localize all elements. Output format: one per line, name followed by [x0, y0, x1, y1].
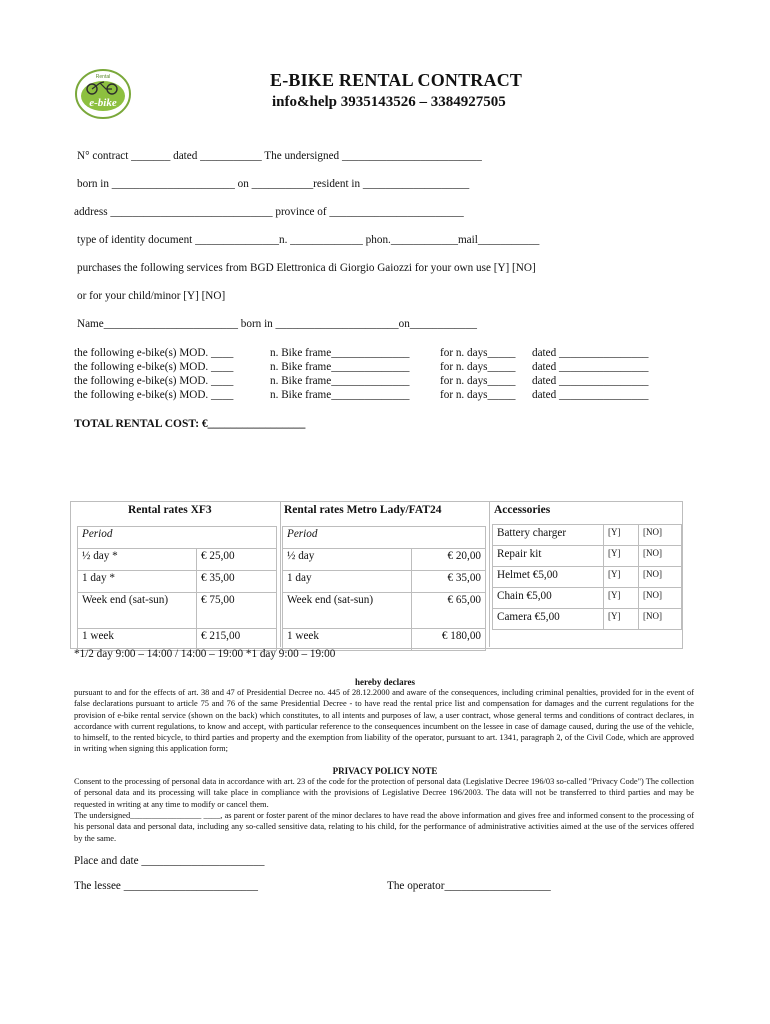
- table-row: [283, 549, 486, 571]
- address-line[interactable]: address _____________________________ province of ________________________: [74, 206, 464, 218]
- table-row: [78, 527, 277, 549]
- bike-row-days[interactable]: for n. days_____: [440, 361, 516, 373]
- consent-text[interactable]: The undersigned_________________ ____, as parent or foster parent of the minor declares to have read the above information and gives free and informed consent to the processing of his personal data and personal data, including any so-called sensitive data, relating to his child, for the performance of administrative activities aimed at the use of the services offered by the same.: [74, 811, 694, 843]
- xf3-rates-heading: Rental rates XF3: [128, 504, 212, 516]
- table-row: [493, 546, 682, 567]
- table-row: [493, 567, 682, 588]
- own-use-line[interactable]: purchases the following services from BGD Elettronica di Giorgio Gaiozzi for your own use [Y] [NO]: [77, 262, 536, 274]
- period-cell: 1 week: [78, 629, 197, 651]
- table-row: [283, 527, 486, 549]
- accessory-name: Repair kit: [493, 546, 604, 567]
- accessory-name: Battery charger: [493, 525, 604, 546]
- table-row: [283, 593, 486, 629]
- company-logo: [74, 68, 132, 120]
- period-cell: ½ day *: [78, 549, 197, 571]
- period-cell: 1 day *: [78, 571, 197, 593]
- svg-text:e-bike: e-bike: [89, 97, 117, 109]
- rates-footnote: *1/2 day 9:00 – 14:00 / 14:00 – 19:00 *1 day 9:00 – 19:00: [74, 648, 336, 660]
- bike-row-days[interactable]: for n. days_____: [440, 389, 516, 401]
- no-option[interactable]: [NO]: [639, 609, 682, 630]
- bike-row-model[interactable]: the following e-bike(s) MOD. ____: [74, 375, 234, 387]
- bike-row-days[interactable]: for n. days_____: [440, 375, 516, 387]
- no-option[interactable]: [NO]: [639, 567, 682, 588]
- privacy-text: Consent to the processing of personal data in accordance with art. 23 of the code for the protection of personal data (Legislative Decree 196/03 so-called "Privacy Code") The collection of personal data and its processing will take place in compliance with the provisions of Legislative Decree 196/2003. The data will not be transferred to third parties and may be requested in writing at any time to modify or cancel them.: [74, 777, 694, 809]
- bike-row-dated[interactable]: dated ________________: [532, 375, 649, 387]
- period-cell: 1 day: [283, 571, 412, 593]
- yes-option[interactable]: [Y]: [604, 546, 639, 567]
- accessory-name: Helmet €5,00: [493, 567, 604, 588]
- operator-signature[interactable]: The operator___________________: [387, 880, 551, 892]
- bike-row-model[interactable]: the following e-bike(s) MOD. ____: [74, 347, 234, 359]
- yes-option[interactable]: [Y]: [604, 609, 639, 630]
- table-row: [78, 593, 277, 629]
- declares-heading: hereby declares: [355, 677, 415, 687]
- yes-option[interactable]: [Y]: [604, 567, 639, 588]
- lady-rates-table: [282, 526, 486, 651]
- svg-text:Rental: Rental: [95, 74, 111, 80]
- table-row: [78, 549, 277, 571]
- rates-divider: [280, 501, 281, 647]
- bike-logo-icon: [74, 68, 132, 120]
- bike-row-dated[interactable]: dated ________________: [532, 361, 649, 373]
- price-cell: € 25,00: [197, 549, 277, 571]
- bike-row-model[interactable]: the following e-bike(s) MOD. ____: [74, 361, 234, 373]
- bike-row-frame[interactable]: n. Bike frame______________: [270, 375, 410, 387]
- child-line[interactable]: or for your child/minor [Y] [NO]: [77, 290, 226, 302]
- page-title: E-BIKE RENTAL CONTRACT: [270, 70, 523, 90]
- price-cell: € 35,00: [197, 571, 277, 593]
- bike-row-dated[interactable]: dated ________________: [532, 347, 649, 359]
- bike-row-model[interactable]: the following e-bike(s) MOD. ____: [74, 389, 234, 401]
- lady-rates-heading: Rental rates Metro Lady/FAT24: [284, 504, 442, 516]
- table-row: [493, 525, 682, 546]
- period-cell: Week end (sat-sun): [283, 593, 412, 629]
- price-cell: € 215,00: [197, 629, 277, 651]
- price-cell: € 180,00: [412, 629, 486, 651]
- price-cell: € 75,00: [197, 593, 277, 629]
- table-row: [493, 588, 682, 609]
- no-option[interactable]: [NO]: [639, 546, 682, 567]
- yes-option[interactable]: [Y]: [604, 588, 639, 609]
- born-line[interactable]: born in ______________________ on ___________resident in ___________________: [77, 178, 470, 190]
- period-header: Period: [78, 527, 277, 549]
- bike-row-dated[interactable]: dated ________________: [532, 389, 649, 401]
- period-cell: ½ day: [283, 549, 412, 571]
- table-row: [493, 609, 682, 630]
- accessory-name: Chain €5,00: [493, 588, 604, 609]
- accessories-heading: Accessories: [494, 504, 551, 516]
- xf3-rates-table: [77, 526, 277, 651]
- table-row: [78, 571, 277, 593]
- price-cell: € 35,00: [412, 571, 486, 593]
- identity-line[interactable]: type of identity document _______________n. _____________ phon.____________mail___________: [77, 234, 540, 246]
- accessories-table: [492, 524, 682, 630]
- declaration-text: pursuant to and for the effects of art. 38 and 47 of Presidential Decree no. 445 of 28.12.2000 and aware of the consequences, including criminal penalties, provided for in the event of false declarations pursuant to article 75 and 76 of the same Presidential Decree - to have read the rental price list and compensation for damages and the current regulations for the provision of e-bike rental service (shown on the back) which constitutes, to all intents and purposes of law, a user contract, whose general terms and conditions of contract declares, in accordance with current regulations, to know and accept, with particular reference to the consequences incumbent on the lessee in case of damage caused, during the use of the vehicle, to himself, to the rented bicycle, to third parties and property and the exemption from liability of the operator, pursuant to art. 1341, paragraph 2, of the Civil Code, which are approved in writing when signing this application form;: [74, 688, 694, 754]
- price-cell: € 65,00: [412, 593, 486, 629]
- bike-row-days[interactable]: for n. days_____: [440, 347, 516, 359]
- no-option[interactable]: [NO]: [639, 588, 682, 609]
- privacy-heading: PRIVACY POLICY NOTE: [332, 766, 438, 776]
- table-row: [283, 571, 486, 593]
- no-option[interactable]: [NO]: [639, 525, 682, 546]
- rates-divider: [489, 501, 490, 647]
- contact-phones: info&help 3935143526 – 3384927505: [272, 94, 506, 110]
- name-line[interactable]: Name________________________ born in ______________________on____________: [77, 318, 477, 330]
- period-header: Period: [283, 527, 486, 549]
- total-rental-cost[interactable]: TOTAL RENTAL COST: €_________________: [74, 418, 306, 430]
- bike-row-frame[interactable]: n. Bike frame______________: [270, 347, 410, 359]
- period-cell: 1 week: [283, 629, 412, 651]
- bike-row-frame[interactable]: n. Bike frame______________: [270, 389, 410, 401]
- yes-option[interactable]: [Y]: [604, 525, 639, 546]
- lessee-signature[interactable]: The lessee ________________________: [74, 880, 258, 892]
- price-cell: € 20,00: [412, 549, 486, 571]
- place-date-field[interactable]: Place and date ______________________: [74, 855, 265, 867]
- accessory-name: Camera €5,00: [493, 609, 604, 630]
- period-cell: Week end (sat-sun): [78, 593, 197, 629]
- bike-row-frame[interactable]: n. Bike frame______________: [270, 361, 410, 373]
- contract-line[interactable]: N° contract _______ dated ___________ The undersigned _________________________: [77, 150, 482, 162]
